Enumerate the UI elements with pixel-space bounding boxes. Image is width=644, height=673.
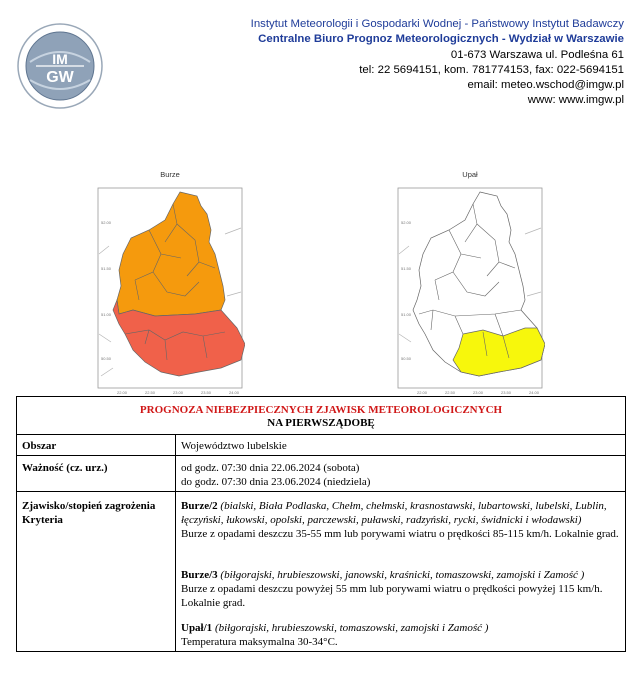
warning-upal-1-level: Upał/1: [181, 622, 213, 634]
svg-text:23.00: 23.00: [473, 390, 484, 394]
svg-text:22.50: 22.50: [145, 390, 156, 394]
validity-value: [181, 461, 621, 489]
map-upal-image: [395, 184, 545, 394]
svg-text:50.50: 50.50: [101, 356, 112, 361]
svg-text:51.00: 51.00: [401, 312, 412, 317]
institute-name: Instytut Meteorologii i Gospodarki Wodnej - Państwowy Instytut Badawczy: [250, 18, 624, 30]
website: www: www.imgw.pl: [527, 94, 624, 107]
warning-burze-3-areas: (biłgorajski, hrubieszowski, janowski, kraśnicki, tomaszowski, zamojski i Zamość ): [217, 569, 585, 581]
institute-header: [194, 17, 624, 109]
svg-text:24.00: 24.00: [529, 390, 540, 394]
svg-text:22.00: 22.00: [117, 390, 128, 394]
bureau-name: Centralne Biuro Prognoz Meteorologicznych - Wydział w Warszawie: [258, 33, 624, 46]
warning-upal-1: [181, 621, 621, 649]
warning-burze-2-criteria: Burze z opadami deszczu 35-55 mm lub porywami wiatru o prędkości 85-115 km/h. Lokalnie grad.: [181, 528, 619, 540]
svg-text:22.50: 22.50: [445, 390, 456, 394]
validity-from: od godz. 07:30 dnia 22.06.2024 (sobota): [181, 462, 360, 474]
table-column-divider: [175, 434, 176, 652]
warning-title-line2: NA PIERWSZĄDOBĘ: [267, 417, 375, 429]
svg-text:50.50: 50.50: [401, 356, 412, 361]
warning-title-line1: PROGNOZA NIEBEZPIECZNYCH ZJAWISK METEOROLOGICZNYCH: [139, 404, 503, 416]
svg-text:23.50: 23.50: [501, 390, 512, 394]
area-value: Województwo lubelskie: [181, 440, 287, 452]
warning-upal-1-areas: (biłgorajski, hrubieszowski, tomaszowski, zamojski i Zamość ): [212, 622, 489, 634]
svg-text:23.50: 23.50: [201, 390, 212, 394]
table-divider: [16, 434, 626, 435]
svg-text:51.00: 51.00: [101, 312, 112, 317]
svg-text:24.00: 24.00: [229, 390, 240, 394]
map-burze-title: Burze: [160, 170, 180, 179]
phenomenon-label: [22, 499, 155, 527]
map-upal-title: Upał: [462, 170, 478, 179]
warning-upal-1-criteria: Temperatura maksymalna 30-34°C.: [181, 636, 338, 648]
phenomenon-label-line1: Zjawisko/stopień zagrożenia: [22, 500, 156, 512]
email: email: meteo.wschod@imgw.pl: [467, 79, 624, 92]
warning-burze-3-level: Burze/3: [181, 569, 218, 581]
area-label: Obszar: [22, 440, 57, 452]
phone-fax: tel: 22 5694151, kom. 781774153, fax: 022-5694151: [359, 63, 624, 76]
svg-text:52.00: 52.00: [101, 220, 112, 225]
svg-text:51.50: 51.50: [401, 266, 412, 271]
warning-burze-2-level: Burze/2: [181, 500, 218, 512]
table-divider: [16, 491, 626, 492]
warning-burze-3: [181, 568, 621, 610]
svg-text:22.00: 22.00: [417, 390, 428, 394]
phenomenon-label-line2: Kryteria: [22, 514, 63, 526]
warning-title: [16, 404, 626, 430]
svg-text:51.50: 51.50: [101, 266, 112, 271]
svg-text:52.00: 52.00: [401, 220, 412, 225]
table-divider: [16, 455, 626, 456]
address: 01-673 Warszawa ul. Podleśna 61: [450, 48, 624, 61]
validity-to: do godz. 07:30 dnia 23.06.2024 (niedziela): [181, 476, 371, 488]
svg-text:IM: IM: [52, 51, 68, 67]
warning-burze-2-areas: (bialski, Biała Podlaska, Chełm, chełmski, krasnostawski, lubartowski, lubelski, Lublin, łęczyński, łukowski, opolski, parczewski, puławski, radzyński, rycki, świdnicki i włodawski): [181, 500, 607, 526]
warning-burze-3-criteria: Burze z opadami deszczu powyżej 55 mm lub porywami wiatru o prędkości powyżej 115 km/h. Lokalnie grad.: [181, 583, 603, 609]
map-upal: [395, 170, 545, 400]
map-burze-image: [95, 184, 245, 394]
validity-label: Ważność (cz. urz.): [22, 462, 108, 474]
map-burze: [95, 170, 245, 400]
imgw-logo: [16, 22, 104, 110]
warning-burze-2: [181, 499, 621, 541]
svg-text:23.00: 23.00: [173, 390, 184, 394]
svg-text:GW: GW: [46, 69, 74, 86]
